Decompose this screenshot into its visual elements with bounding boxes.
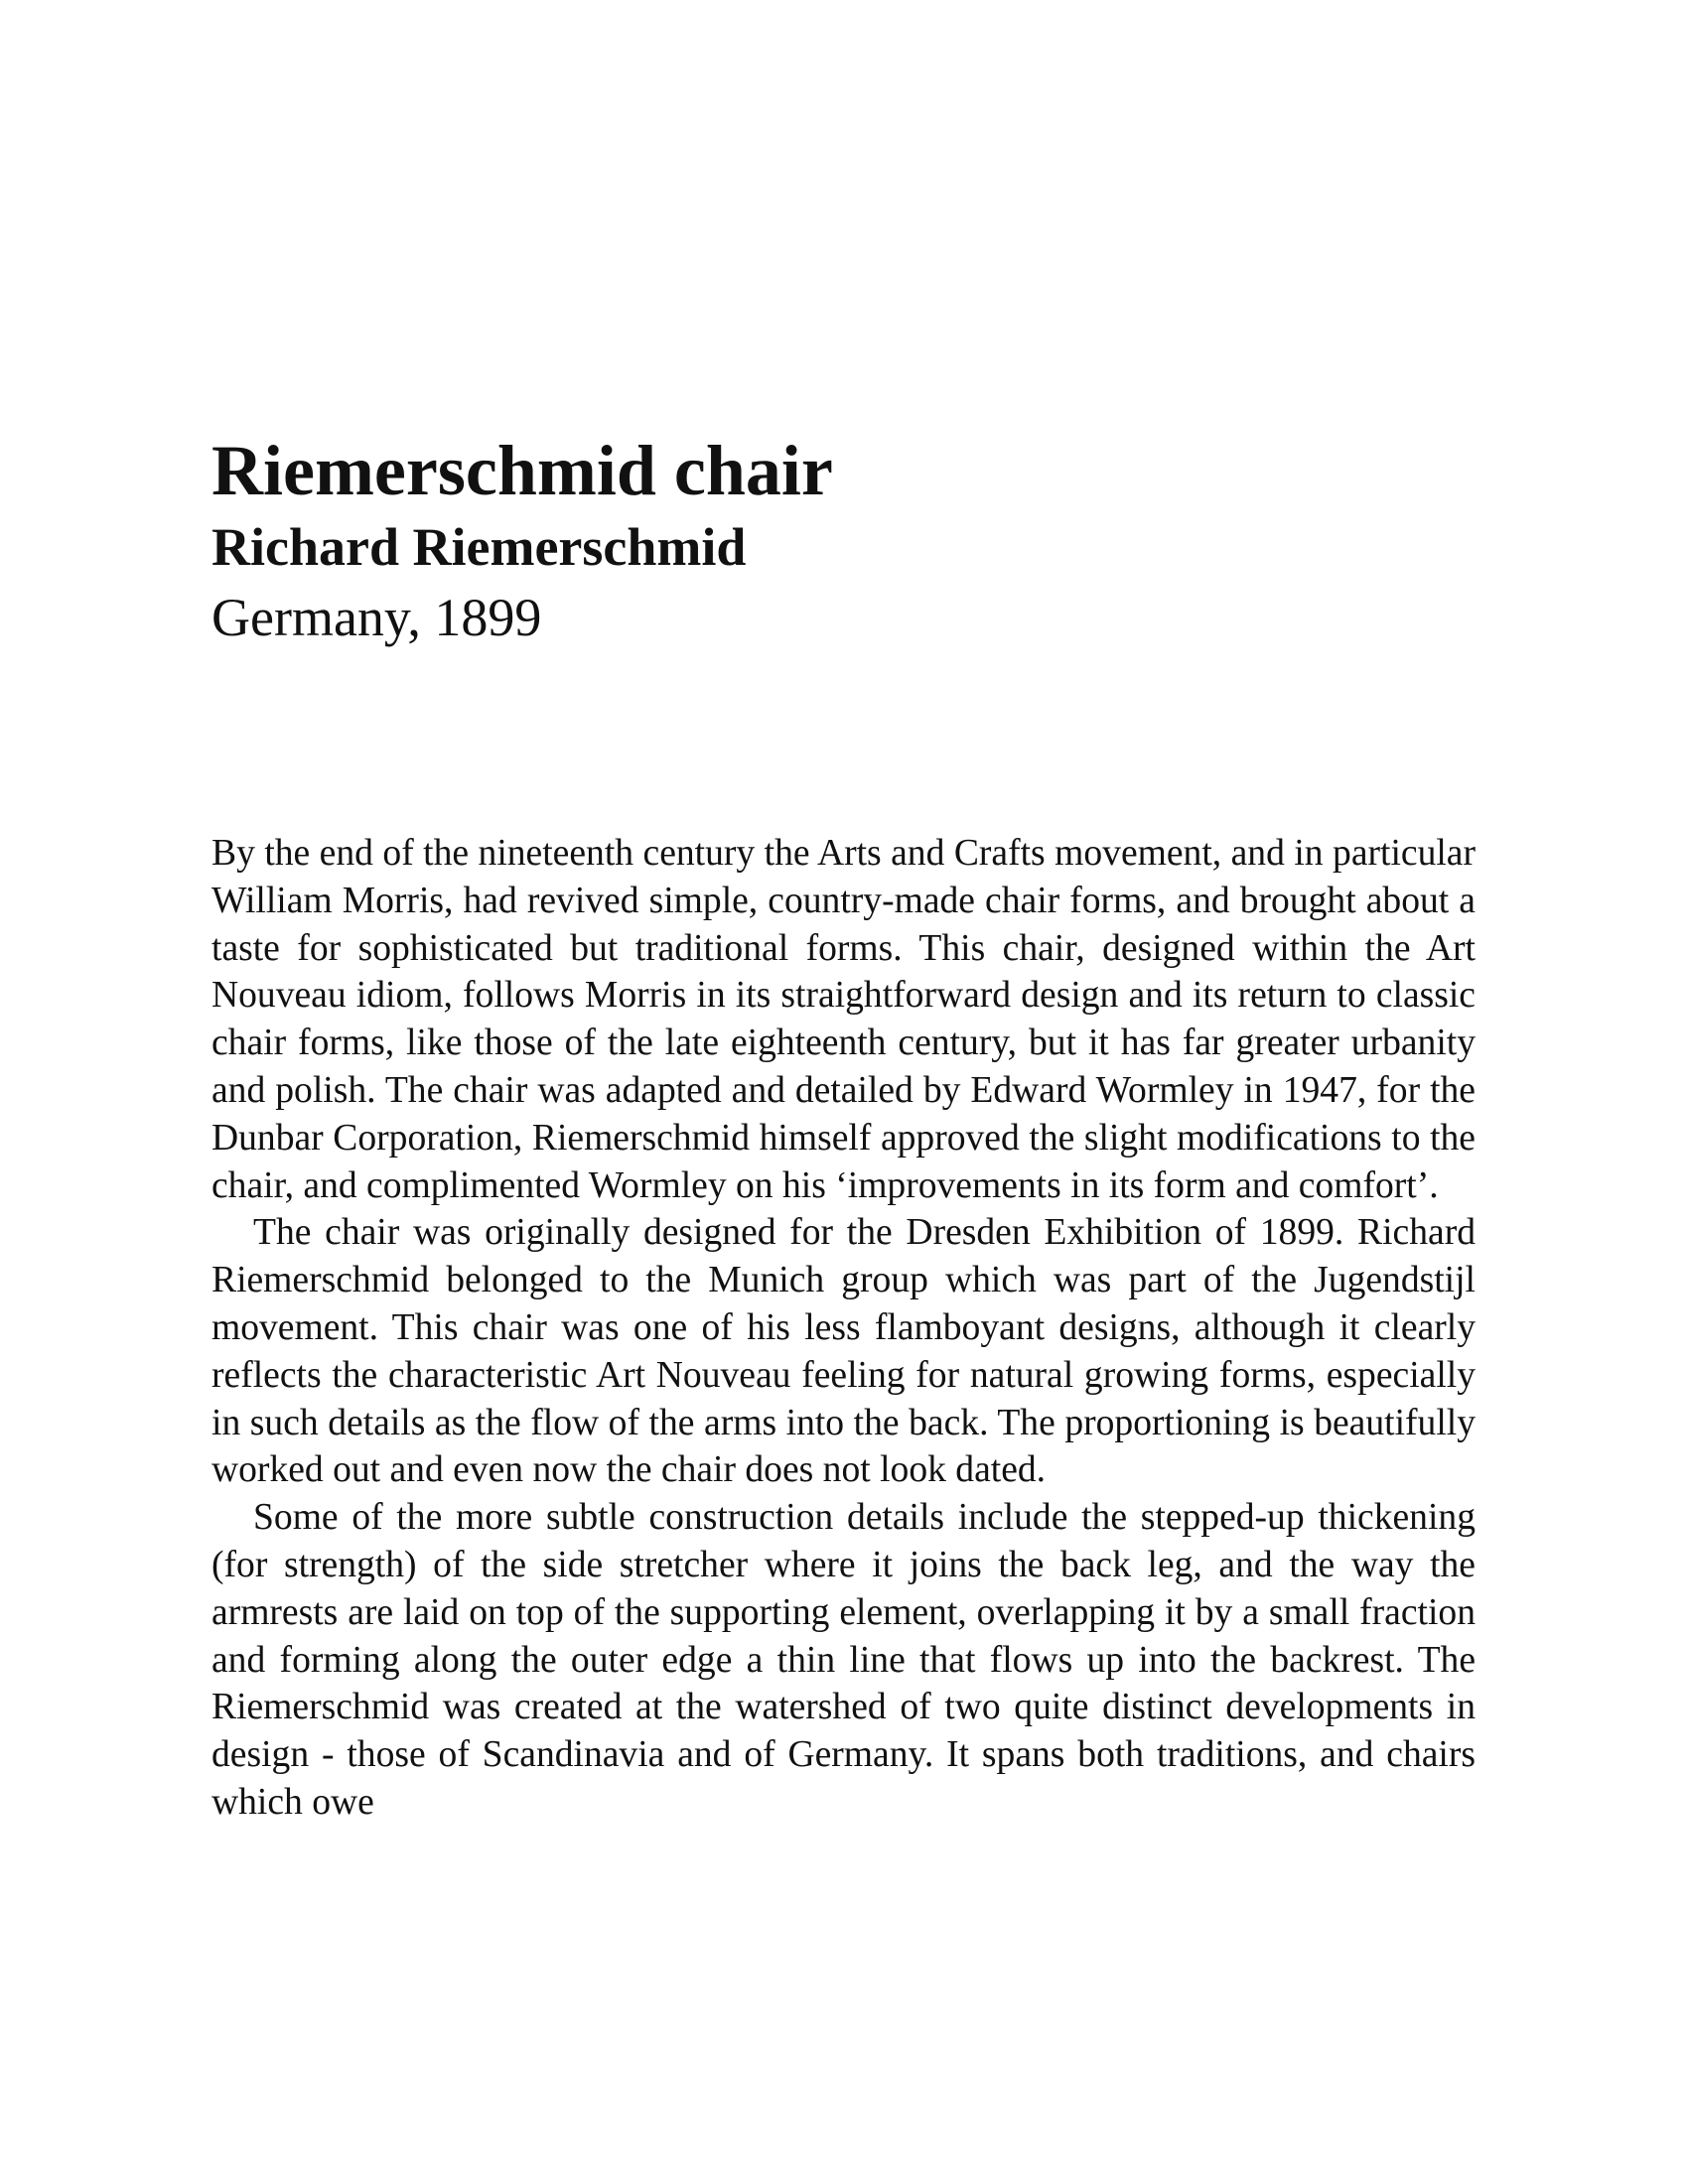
paragraph-3: Some of the more subtle construction details include the stepped-up thickening (for strength) of the side stretcher where it joins the back leg, and the way the armrests are laid on top of the supporting element, overlapping it by a small fraction and forming along the outer edge a thin line that flows up into the backrest. The Riemerschmid was created at the watershed of two quite distinct developments in design - those of Scandinavia and of Germany. It spans both traditions, and chairs which owe [211, 1497, 1476, 1823]
page-title: Riemerschmid chair [211, 431, 833, 510]
paragraph-1: By the end of the nineteenth century the Arts and Crafts movement, and in particular William Morris, had revived simple, country-made chair forms, and brought about a taste for sophisticated but traditional forms. This chair, designed within the Art Nouveau idiom, follows Morris in its straightforward design and its return to classic chair forms, like those of the late eighteenth century, but it has far greater urbanity and polish. The chair was adapted and detailed by Edward Wormley in 1947, for the Dunbar Corporation, Riemerschmid himself approved the slight modifications to the chair, and complimented Wormley on his ‘improvements in its form and comfort’. [211, 833, 1476, 1206]
origin-year: Germany, 1899 [211, 588, 542, 647]
body-text [211, 830, 1476, 1827]
paragraph-2: The chair was originally designed for the Dresden Exhibition of 1899. Richard Riemerschmid belonged to the Munich group which was part of the Jugendstijl movement. This chair was one of his less flamboyant designs, although it clearly reflects the characteristic Art Nouveau feeling for natural growing forms, especially in such details as the flow of the arms into the back. The proportioning is beautifully worked out and even now the chair does not look dated. [211, 1212, 1476, 1491]
heading-block [211, 429, 1482, 653]
designer-name: Richard Riemerschmid [211, 517, 747, 577]
